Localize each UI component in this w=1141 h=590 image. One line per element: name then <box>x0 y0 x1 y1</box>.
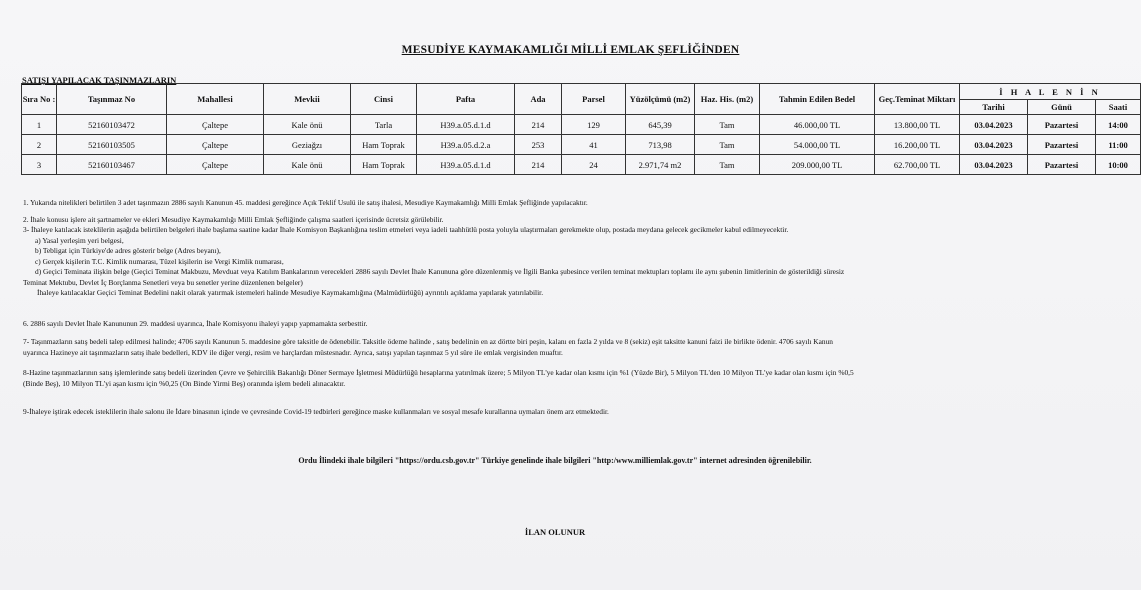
cell-mevkii: Geziağzı <box>264 135 351 155</box>
section-subtitle: SATIŞI YAPILACAK TAŞINMAZLARIN <box>22 75 177 85</box>
col-haz-his: Haz. His. (m2) <box>695 84 760 115</box>
cell-tasinmaz-no: 52160103505 <box>57 135 167 155</box>
cell-ada: 214 <box>515 115 562 135</box>
col-sira: Sıra No : <box>22 84 57 115</box>
cell-tasinmaz-no: 52160103467 <box>57 155 167 175</box>
cell-saati: 11:00 <box>1096 135 1141 155</box>
note-2: 2. İhale konusu işlere ait şartnameler ve ekleri Mesudiye Kaymakamlığı Milli Emlak Şefliğinde çalışma saatleri içerisinde ücretsiz görülebilir. <box>23 214 444 224</box>
col-saati: Saati <box>1096 100 1141 115</box>
col-gunu: Günü <box>1028 100 1096 115</box>
note-7b: uyarınca Hazineye ait taşınmazların satış ihale bedelleri, KDV ile diğer vergi, resim ve harçlardan müstesnadır. Ayrıca, satışı yapılan taşınmaz 5 yıl süre ile emlak vergisinden muaftır. <box>23 347 563 357</box>
cell-mevkii: Kale önü <box>264 115 351 135</box>
note-3e: İhaleye katılacaklar Geçici Teminat Bedelini nakit olarak yatırmak istemeleri halinde Mesudiye Kaymakamlığına (Malmüdürlüğü) ayrıntılı açıklama yapılarak yatırılabilir. <box>37 288 544 297</box>
table-row <box>22 155 1141 175</box>
cell-mevkii: Kale önü <box>264 155 351 175</box>
notes-section <box>23 198 1113 418</box>
note-9: 9-İhaleye iştirak edecek isteklilerin ihale salonu ile İdare binasının içinde ve çevresinde Covid-19 tedbirleri gereğince maske kullanmaları ve sosyal mesafe kurallarına uymaları önem arz etmektedir. <box>23 407 609 416</box>
cell-tahmin: 54.000,00 TL <box>760 135 875 155</box>
note-1: 1. Yukarıda nitelikleri belirtilen 3 adet taşınmazın 2886 sayılı Kanunun 45. maddesi gereğince Açık Teklif Usulü ile satış ihalesi, Mesudiye Kaymakamlığı Milli Emlak Şefliğinde yapılacaktır. <box>23 198 588 207</box>
cell-parsel: 24 <box>562 155 626 175</box>
col-gec-teminat: Geç.Teminat Miktarı <box>875 84 960 115</box>
cell-haz-his: Tam <box>695 115 760 135</box>
cell-cinsi: Ham Toprak <box>351 155 417 175</box>
col-yuzolcumu: Yüzölçümü (m2) <box>626 84 695 115</box>
cell-tahmin: 46.000,00 TL <box>760 115 875 135</box>
cell-haz-his: Tam <box>695 155 760 175</box>
property-table <box>21 83 1141 175</box>
cell-tasinmaz-no: 52160103472 <box>57 115 167 135</box>
cell-ada: 214 <box>515 155 562 175</box>
cell-yuzolcumu: 713,98 <box>626 135 695 155</box>
cell-saati: 14:00 <box>1096 115 1141 135</box>
cell-tarihi: 03.04.2023 <box>960 115 1028 135</box>
cell-cinsi: Tarla <box>351 115 417 135</box>
cell-tahmin: 209.000,00 TL <box>760 155 875 175</box>
cell-mahallesi: Çaltepe <box>167 115 264 135</box>
note-7a: 7- Taşınmazların satış bedeli talep edilmesi halinde; 4706 sayılı Kanunun 5. maddesine göre taksitle de ödenebilir. Taksitle ödeme halinde , satış bedelinin en az dörtte biri peşin, kalanı en fazla 2 yılda ve 8 (sekiz) eşit taksitte kanuni faizi ile birlikte ödenir. 4706 sayılı Kanun <box>23 337 834 346</box>
table-header-row <box>22 84 1141 100</box>
cell-mahallesi: Çaltepe <box>167 155 264 175</box>
col-cinsi: Cinsi <box>351 84 417 115</box>
cell-yuzolcumu: 645,39 <box>626 115 695 135</box>
col-ada: Ada <box>515 84 562 115</box>
note-3d: d) Geçici Teminata ilişkin belge (Geçici Teminat Makbuzu, Mevduat veya Katılım Bankalarının verecekleri 2886 sayılı Devlet İhale Kanununa göre düzenlenmiş ve İlgili Banka şubesince verilen teminat mektupları toplamı ile aynı şubenin limitlerinin de gösterildiği süresiz <box>35 267 845 276</box>
cell-yuzolcumu: 2.971,74 m2 <box>626 155 695 175</box>
cell-haz-his: Tam <box>695 135 760 155</box>
footer-info-text: Ordu İlindeki ihale bilgileri "https://ordu.csb.gov.tr" Türkiye genelinde ihale bilgileri "http:/www.milliemlak.gov.tr" internet adresinden öğrenilebilir. <box>298 456 812 465</box>
cell-tarihi: 03.04.2023 <box>960 155 1028 175</box>
table-row <box>22 135 1141 155</box>
announcement-closing: İLAN OLUNUR <box>524 527 586 537</box>
cell-teminat: 62.700,00 TL <box>875 155 960 175</box>
col-ihalenin: İ H A L E N İ N <box>960 84 1141 100</box>
cell-parsel: 129 <box>562 115 626 135</box>
cell-gunu: Pazartesi <box>1028 155 1096 175</box>
col-pafta: Pafta <box>417 84 515 115</box>
cell-gunu: Pazartesi <box>1028 115 1096 135</box>
document-title: MESUDİYE KAYMAKAMLIĞI MİLLİ EMLAK ŞEFLİĞİNDEN <box>401 44 740 56</box>
note-3d-cont: Teminat Mektubu, Devlet İç Borçlanma Senetleri veya bu senetler yerine düzenlenen belgeler) <box>23 277 303 287</box>
cell-parsel: 41 <box>562 135 626 155</box>
cell-mahallesi: Çaltepe <box>167 135 264 155</box>
note-8b: (Binde Beş), 10 Milyon TL'yi aşan kısmı için %0,25 (On Binde Yirmi Beş) oranında işlem bedeli alınacaktır. <box>23 378 346 388</box>
note-3a: a) Yasal yerleşim yeri belgesi, <box>35 235 124 245</box>
cell-tarihi: 03.04.2023 <box>960 135 1028 155</box>
note-3c: c) Gerçek kişilerin T.C. Kimlik numarası, Tüzel kişilerin ise Vergi Kimlik numarası, <box>35 256 284 266</box>
note-8a: 8-Hazine taşınmazlarının satış işlemlerinde satış bedeli üzerinden Çevre ve Şehircilik Bakanlığı Döner Sermaye İşletmesi Müdürlüğü hesaplarına yatırılmak üzere; 5 Milyon TL'ye kadar olan kısmı için %1 (Yüzde Bir), 5 Milyon TL'den 10 Milyon TL'ye kadar olan kısmı için %0,5 <box>23 368 854 377</box>
table-row <box>22 115 1141 135</box>
col-parsel: Parsel <box>562 84 626 115</box>
cell-sira: 3 <box>22 155 57 175</box>
cell-teminat: 13.800,00 TL <box>875 115 960 135</box>
col-tahmin-bedel: Tahmin Edilen Bedel <box>760 84 875 115</box>
col-mahallesi: Mahallesi <box>167 84 264 115</box>
cell-cinsi: Ham Toprak <box>351 135 417 155</box>
note-6: 6. 2886 sayılı Devlet İhale Kanununun 29. maddesi uyarınca, İhale Komisyonu ihaleyi yapıp yapmamakta serbesttir. <box>23 318 368 328</box>
note-3b: b) Tebligat için Türkiye'de adres gösterir belge (Adres beyanı), <box>35 246 221 255</box>
note-3: 3- İhaleye katılacak isteklilerin aşağıda belirtilen belgeleri ihale başlama saatine kadar İhale Komisyon Başkanlığına teslim etmeleri veya iadeli taahhütlü posta yoluyla ulaştırmaları gerekmekte olup, postada meydana gelecek gecikmeler kabul edilmeyecektir. <box>23 225 789 234</box>
col-tarihi: Tarihi <box>960 100 1028 115</box>
cell-ada: 253 <box>515 135 562 155</box>
cell-gunu: Pazartesi <box>1028 135 1096 155</box>
col-mevkii: Mevkii <box>264 84 351 115</box>
cell-teminat: 16.200,00 TL <box>875 135 960 155</box>
cell-pafta: H39.a.05.d.1.d <box>417 115 515 135</box>
col-tasinmaz-no: Taşınmaz No <box>57 84 167 115</box>
cell-pafta: H39.a.05.d.2.a <box>417 135 515 155</box>
cell-sira: 2 <box>22 135 57 155</box>
cell-sira: 1 <box>22 115 57 135</box>
cell-saati: 10:00 <box>1096 155 1141 175</box>
cell-pafta: H39.a.05.d.1.d <box>417 155 515 175</box>
